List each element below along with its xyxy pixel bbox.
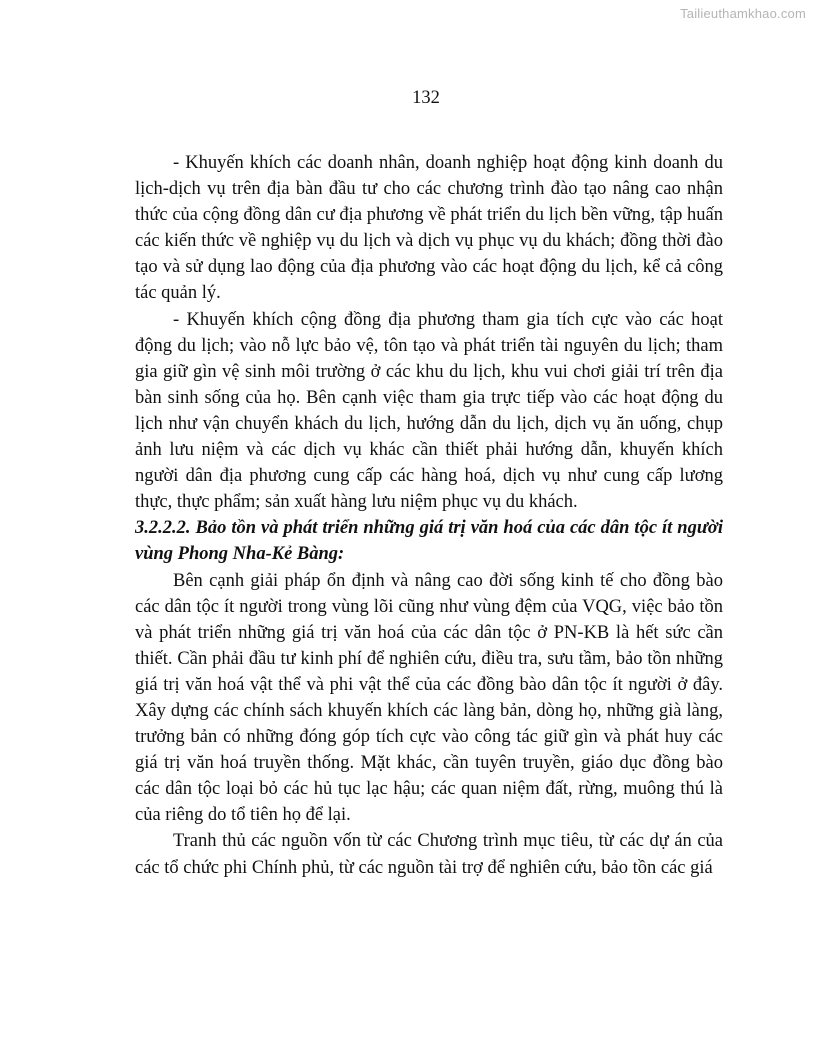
section-heading: 3.2.2.2. Bảo tồn và phát triển những giá trị văn hoá của các dân tộc ít người vùng Phong Nha-Kẻ Bàng: bbox=[135, 518, 723, 565]
body-paragraph: Bên cạnh giải pháp ổn định và nâng cao đời sống kinh tế cho đồng bào các dân tộc ít người trong vùng lõi cũng như vùng đệm của VQG, việc bảo tồn và phát triển những giá trị văn hoá của các dân tộc ở PN-KB là hết sức cần thiết. Cần phải đầu tư kinh phí để nghiên cứu, điều tra, sưu tầm, bảo tồn những giá trị văn hoá vật thể và phi vật thể của các đồng bào dân tộc ít người ở đây. Xây dựng các chính sách khuyến khích các làng bản, dòng họ, những già làng, trưởng bản có những đóng góp tích cực vào công tác giữ gìn và phát huy các giá trị văn hoá truyền thống. Mặt khác, cần tuyên truyền, giáo dục đồng bào các dân tộc loại bỏ các hủ tục lạc hậu; các quan niệm đất, rừng, muông thú là của riêng do tổ tiên họ để lại. bbox=[135, 570, 723, 826]
page-number: 132 bbox=[412, 88, 440, 108]
body-paragraph: - Khuyến khích cộng đồng địa phương tham gia tích cực vào các hoạt động du lịch; vào nỗ lực bảo vệ, tôn tạo và phát triển tài nguyên du lịch; tham gia giữ gìn vệ sinh môi trường ở các khu du lịch, khu vui chơi giải trí trên địa bàn sinh sống của họ. Bên cạnh việc tham gia trực tiếp vào các hoạt động du lịch như vận chuyển khách du lịch, hướng dẫn du lịch, dịch vụ ăn uống, chụp ảnh lưu niệm và các dịch vụ khác cần thiết phải hướng dẫn, khuyến khích người dân địa phương cung cấp các hàng hoá, dịch vụ như cung cấp lương thực, thực phẩm; sản xuất hàng lưu niệm phục vụ du khách. bbox=[135, 309, 723, 513]
body-paragraph: - Khuyến khích các doanh nhân, doanh nghiệp hoạt động kinh doanh du lịch-dịch vụ trên địa bàn đầu tư cho các chương trình đào tạo nâng cao nhận thức của cộng đồng dân cư địa phương về phát triển du lịch bền vững, tập huấn các kiến thức về nghiệp vụ du lịch và dịch vụ phục vụ du khách; đồng thời đào tạo và sử dụng lao động của địa phương vào các hoạt động du lịch, kể cả công tác quản lý. bbox=[135, 153, 723, 304]
body-paragraph: Tranh thủ các nguồn vốn từ các Chương trình mục tiêu, từ các dự án của các tổ chức phi Chính phủ, từ các nguồn tài trợ để nghiên cứu, bảo tồn các giá bbox=[135, 831, 723, 878]
document-body bbox=[135, 150, 723, 881]
watermark-text: Tailieuthamkhao.com bbox=[680, 6, 806, 21]
